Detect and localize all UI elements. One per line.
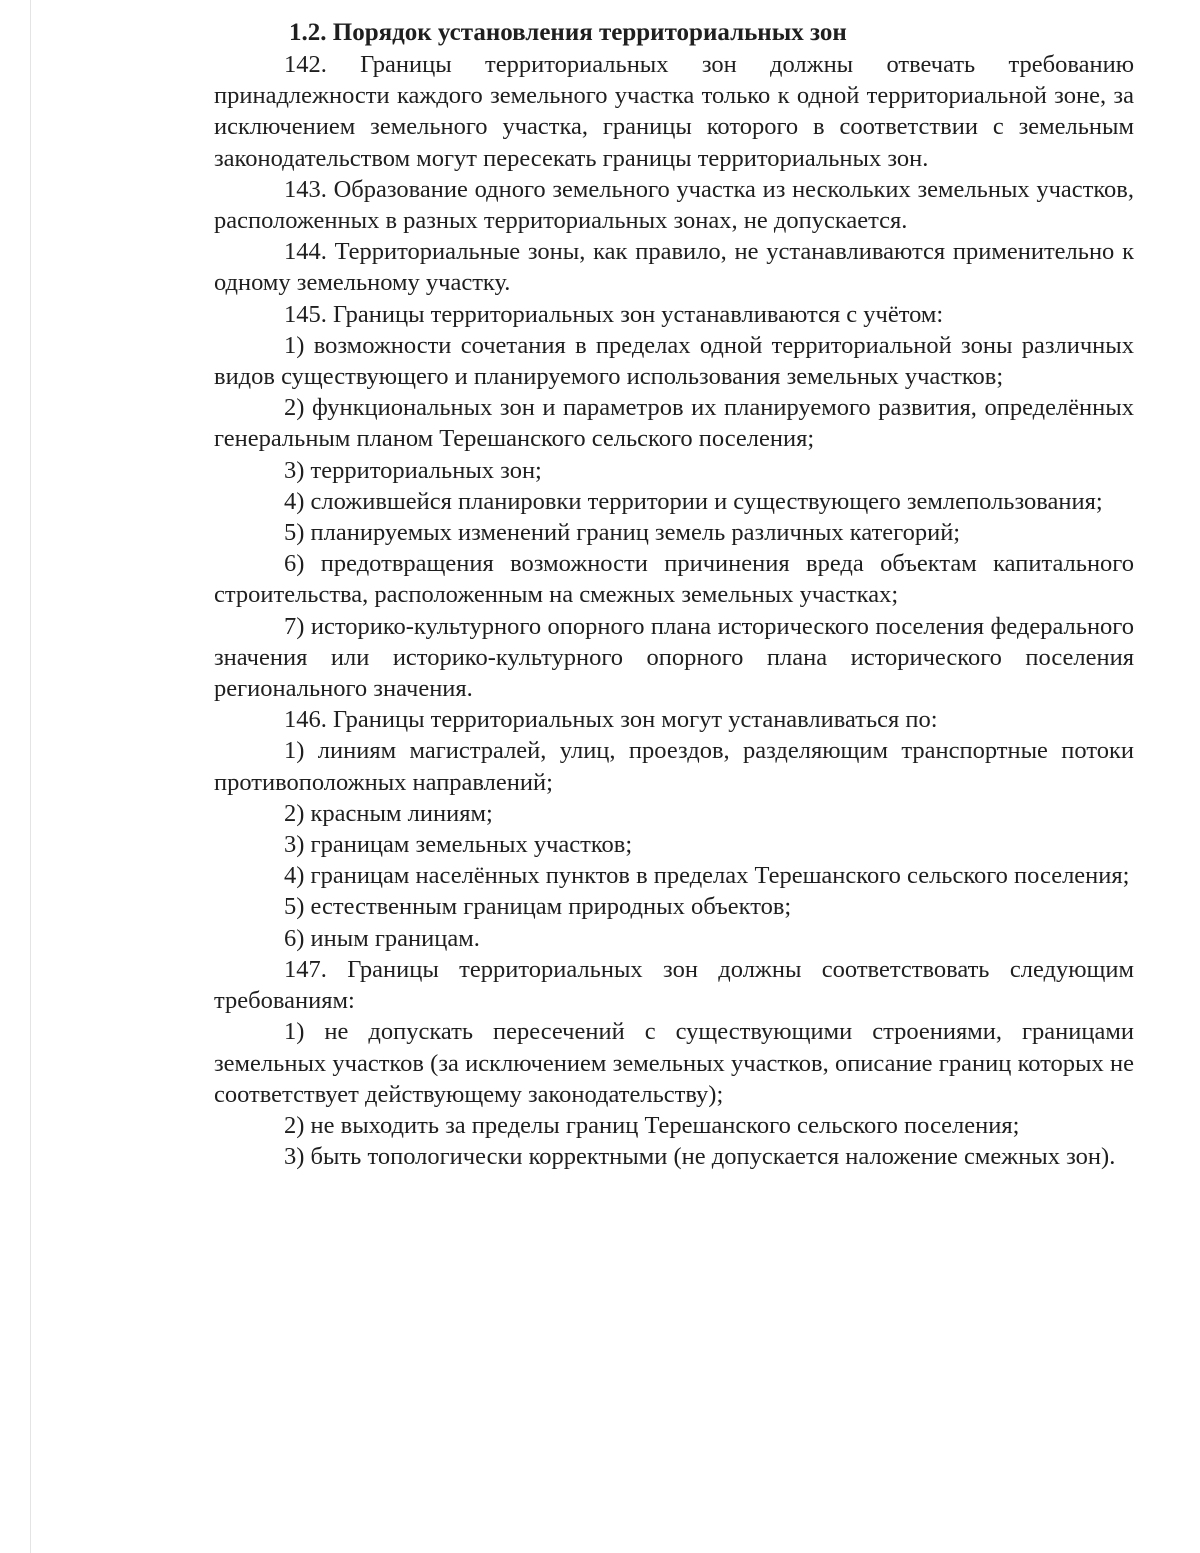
list-item: 4) границам населённых пунктов в пределах Терешанского сельского поселения; (284, 862, 1130, 890)
list-item: 1) возможности сочетания в пределах одной территориальной зоны различных видов существующего и планируемого использования земельных участков; (214, 331, 1134, 391)
list-item: 5) планируемых изменений границ земель различных категорий; (284, 519, 961, 547)
list-item: 3) границам земельных участков; (284, 831, 633, 859)
list-item: 3) быть топологически корректными (не допускается наложение смежных зон). (284, 1143, 1116, 1171)
paragraph-147: 147. Границы территориальных зон должны соответствовать следующим требованиям: (214, 955, 1134, 1015)
list-item: 2) красным линиям; (284, 799, 493, 827)
document-page (214, 17, 1134, 1172)
scan-edge (30, 0, 31, 1553)
list-item: 4) сложившейся планировки территории и существующего землепользования; (284, 487, 1103, 515)
section-heading: 1.2. Порядок установления территориальных зон (289, 19, 847, 46)
paragraph-146: 146. Границы территориальных зон могут устанавливаться по: (284, 706, 938, 734)
list-item: 2) функциональных зон и параметров их планируемого развития, определённых генеральным планом Терешанского сельского поселения; (214, 394, 1134, 453)
list-item: 2) не выходить за пределы границ Терешанского сельского поселения; (284, 1111, 1020, 1139)
list-item: 6) иным границам. (284, 924, 480, 952)
paragraph-142: 142. Границы территориальных зон должны отвечать требованию принадлежности каждого земельного участка только к одной территориальной зоне, за исключением земельного участка, границы которого в соответствии с земельным законодательством могут пересекать границы территориальных зон. (214, 51, 1134, 172)
list-item: 1) не допускать пересечений с существующими строениями, границами земельных участков (за исключением земельных участков, описание границ которых не соответствует действующему законодательству); (214, 1018, 1134, 1108)
list-item: 6) предотвращения возможности причинения вреда объектам капитального строительства, расположенным на смежных земельных участках; (214, 550, 1134, 609)
list-item: 7) историко-культурного опорного плана исторического поселения федерального значения или историко-культурного опорного плана исторического поселения регионального значения. (214, 612, 1134, 703)
paragraph-145: 145. Границы территориальных зон устанавливаются с учётом: (284, 300, 944, 328)
paragraph-143: 143. Образование одного земельного участка из нескольких земельных участков, расположенных в разных территориальных зонах, не допускается. (214, 175, 1134, 235)
paragraph-144: 144. Территориальные зоны, как правило, не устанавливаются применительно к одному земельному участку. (214, 238, 1134, 297)
list-item: 1) линиям магистралей, улиц, проездов, разделяющим транспортные потоки противоположных направлений; (214, 737, 1134, 796)
list-item: 3) территориальных зон; (284, 456, 542, 484)
list-item: 5) естественным границам природных объектов; (284, 893, 792, 921)
